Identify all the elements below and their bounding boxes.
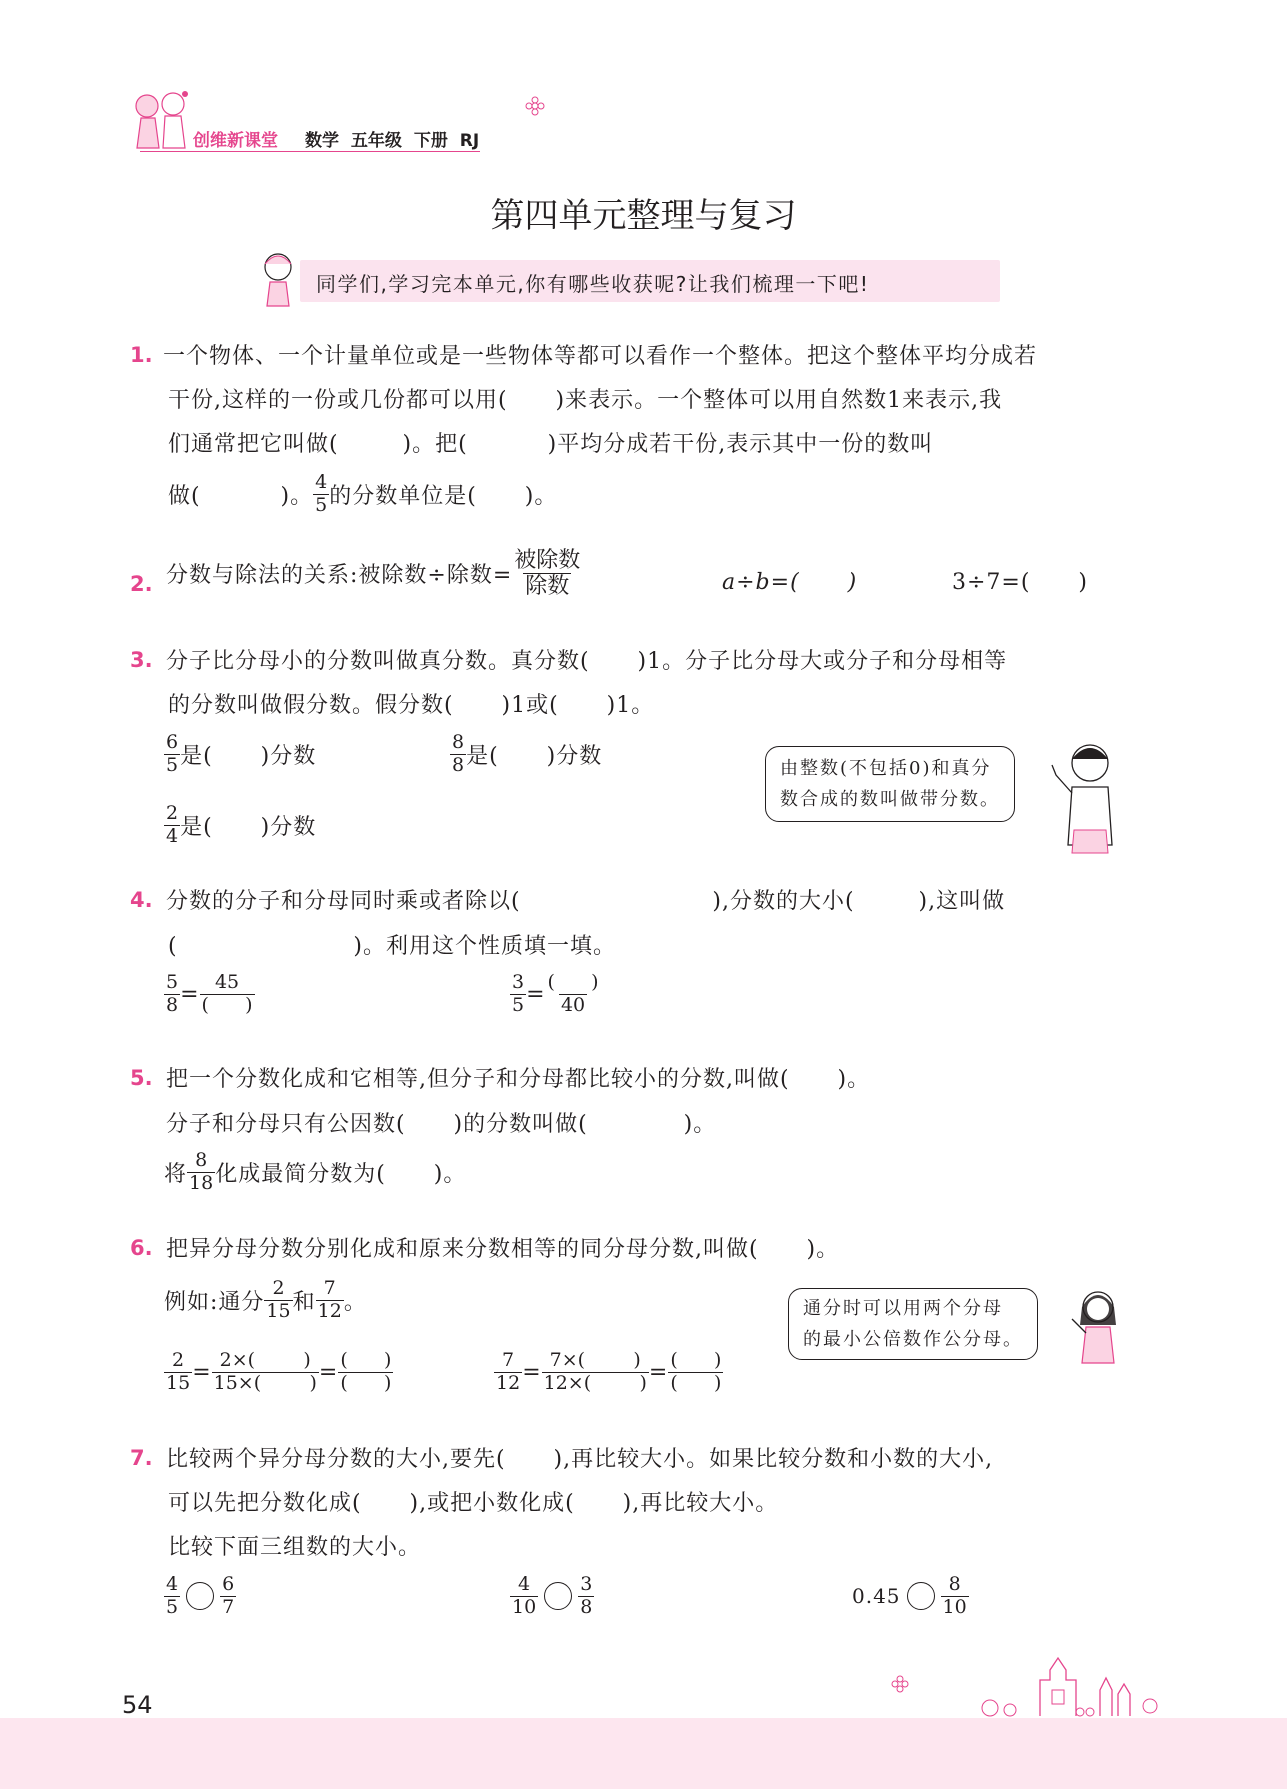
page-title: 第四单元整理与复习 <box>490 196 797 236</box>
q3-line-2: 的分数叫做假分数。假分数( )1或( )1。 <box>168 693 655 718</box>
q6-calculation-2 <box>494 1350 723 1395</box>
fraction <box>510 1574 538 1619</box>
denominator: 4 <box>166 824 179 847</box>
q3-item-3 <box>164 803 316 848</box>
q6-line-1: 把异分母分数分别化成和原来分数相等的同分母分数,叫做( )。 <box>166 1237 840 1262</box>
numerator: ( ) <box>340 1349 392 1371</box>
denominator: 10 <box>942 1595 967 1618</box>
q1-line-2: 干份,这样的一份或几份都可以用( )来表示。一个整体可以用自然数1来表示,我 <box>168 388 1003 413</box>
comparison-circle[interactable] <box>544 1582 572 1610</box>
footer-band <box>0 1718 1287 1789</box>
q6-example <box>164 1278 367 1323</box>
q1-line-1: 一个物体、一个计量单位或是一些物体等都可以看作一个整体。把这个整体平均分成若 <box>163 344 1038 369</box>
denominator: 40 <box>560 993 586 1016</box>
numerator: 2×( ) <box>219 1349 311 1371</box>
q6-calculation-1 <box>164 1350 393 1395</box>
fraction <box>164 732 180 777</box>
question-number-4: 4. <box>130 888 153 912</box>
denominator: 10 <box>512 1595 537 1618</box>
numerator: 4 <box>166 1573 179 1595</box>
q2-text: 分数与除法的关系:被除数÷除数= <box>166 563 513 589</box>
numerator: 被除数 <box>514 548 581 573</box>
flower-icon <box>890 1674 910 1694</box>
numerator: 8 <box>948 1573 961 1595</box>
numerator: 6 <box>166 731 179 753</box>
page-number: 54 <box>122 1691 153 1719</box>
numerator: 5 <box>166 971 179 993</box>
fraction <box>264 1278 292 1323</box>
q7-comparison-2 <box>510 1574 594 1619</box>
q1-line-4 <box>168 472 557 517</box>
fraction <box>941 1574 969 1619</box>
numerator: 2 <box>166 802 179 824</box>
fraction <box>313 472 329 517</box>
equals-sign: = <box>526 981 546 1007</box>
q1-line-4b: 的分数单位是( )。 <box>329 483 558 509</box>
numerator: 45 <box>214 971 240 993</box>
fraction <box>212 1350 319 1395</box>
equals-sign: = <box>648 1359 669 1385</box>
q3-item-text: 是( )分数 <box>466 743 603 769</box>
q1-line-3: 们通常把它叫做( )。把( )平均分成若干份,表示其中一份的数叫 <box>168 432 934 457</box>
numerator: 4 <box>315 471 328 493</box>
question-number-5: 5. <box>130 1066 153 1090</box>
fraction <box>450 732 466 777</box>
q7-comparison-3 <box>852 1574 969 1619</box>
denominator: 5 <box>166 1595 179 1618</box>
q3-line-1: 分子比分母小的分数叫做真分数。真分数( )1。分子比分母大或分子和分母相等 <box>166 649 1008 674</box>
denominator: 15 <box>166 1371 191 1394</box>
q7-comparison-1 <box>164 1574 236 1619</box>
speech-bubble-common-denominator: 通分时可以用两个分母 的最小公倍数作公分母。 <box>788 1288 1038 1360</box>
denominator: 5 <box>512 993 525 1016</box>
fraction <box>316 1278 344 1323</box>
fraction <box>187 1150 215 1195</box>
numerator: 6 <box>222 1573 235 1595</box>
fraction <box>668 1350 723 1395</box>
q5-line-3b: 化成最简分数为( )。 <box>215 1161 467 1187</box>
fraction <box>200 972 255 1017</box>
q5-line-1: 把一个分数化成和它相等,但分子和分母都比较小的分数,叫做( )。 <box>166 1067 871 1092</box>
fraction <box>164 803 180 848</box>
q3-item-1 <box>164 732 316 777</box>
header-divider <box>140 151 480 152</box>
denominator: 15 <box>266 1299 291 1322</box>
fraction <box>494 1350 522 1395</box>
q7-line-2: 可以先把分数化成( ),或把小数化成( ),再比较大小。 <box>168 1491 779 1516</box>
comparison-circle[interactable] <box>186 1582 214 1610</box>
equals-sign: = <box>522 1359 542 1385</box>
denominator: 5 <box>166 753 179 776</box>
q5-line-3a: 将 <box>164 1161 188 1187</box>
girl-illustration <box>255 250 301 308</box>
denominator: 15×( ) <box>213 1371 317 1394</box>
numerator: 7×( ) <box>549 1349 641 1371</box>
denominator: 12 <box>496 1371 521 1394</box>
numerator: 4 <box>518 1573 531 1595</box>
comparison-circle[interactable] <box>907 1582 935 1610</box>
denominator: 8 <box>452 753 465 776</box>
q2-line <box>166 548 582 600</box>
fraction <box>510 972 526 1017</box>
q5-line-3 <box>164 1150 466 1195</box>
header-children-illustration <box>125 88 195 152</box>
fraction <box>220 1574 236 1619</box>
numerator: 3 <box>512 971 525 993</box>
question-number-7: 7. <box>130 1446 153 1470</box>
q3-item-text: 是( )分数 <box>180 814 317 840</box>
q5-line-2: 分子和分母只有公因数( )的分数叫做( )。 <box>166 1112 717 1137</box>
q1-line-4a: 做( )。 <box>168 483 314 509</box>
denominator: 除数 <box>525 574 570 600</box>
q6-and: 和 <box>292 1289 316 1315</box>
q4-line-1: 分数的分子和分母同时乘或者除以( ),分数的大小( ),这叫做 <box>166 889 1006 914</box>
q6-end: 。 <box>343 1289 367 1315</box>
denominator: 8 <box>166 993 179 1016</box>
numerator: 2 <box>172 1349 185 1371</box>
flower-icon <box>525 96 545 116</box>
denominator: 5 <box>315 493 328 516</box>
q3-item-2 <box>450 732 602 777</box>
girl-teacher-illustration <box>1060 1285 1130 1365</box>
denominator: 18 <box>189 1171 214 1194</box>
numerator: ( ) <box>547 971 599 993</box>
q6-example-label: 例如:通分 <box>164 1289 265 1315</box>
fraction <box>578 1574 594 1619</box>
subject-label: 数学 五年级 下册 RJ <box>305 131 480 151</box>
q2-expression-ab: a÷b=( ) <box>722 570 858 595</box>
numerator: 8 <box>195 1149 208 1171</box>
castle-illustration <box>950 1650 1170 1718</box>
fraction <box>546 972 601 1017</box>
question-number-3: 3. <box>130 648 153 672</box>
question-number-2: 2. <box>130 572 153 596</box>
fraction <box>164 972 180 1017</box>
denominator: ( ) <box>340 1371 392 1394</box>
fraction <box>164 1350 192 1395</box>
equals-sign: = <box>192 1359 212 1385</box>
denominator: 7 <box>222 1595 235 1618</box>
brand-name: 创维新课堂 <box>193 131 278 151</box>
q7-line-3: 比较下面三组数的大小。 <box>168 1535 422 1560</box>
equals-sign: = <box>180 981 200 1007</box>
numerator: 8 <box>452 731 465 753</box>
denominator: ( ) <box>201 993 253 1016</box>
teacher-illustration <box>1040 735 1130 855</box>
decimal-value: 0.45 <box>852 1584 901 1609</box>
equals-sign: = <box>318 1359 339 1385</box>
numerator: 7 <box>323 1277 336 1299</box>
q4-equation-2 <box>510 972 601 1017</box>
denominator: 8 <box>580 1595 593 1618</box>
q7-line-1: 比较两个异分母分数的大小,要先( ),再比较大小。如果比较分数和小数的大小, <box>166 1447 994 1472</box>
q2-expression-3-7: 3÷7=( ) <box>952 570 1088 595</box>
numerator: ( ) <box>670 1349 722 1371</box>
fraction <box>164 1574 180 1619</box>
numerator: 2 <box>272 1277 285 1299</box>
denominator: 12×( ) <box>543 1371 647 1394</box>
q4-equation-1 <box>164 972 255 1017</box>
fraction <box>542 1350 649 1395</box>
numerator: 7 <box>502 1349 515 1371</box>
question-number-1: 1. <box>130 343 153 367</box>
q4-line-2: ( )。利用这个性质填一填。 <box>168 934 617 959</box>
q3-item-text: 是( )分数 <box>180 743 317 769</box>
denominator: 12 <box>317 1299 342 1322</box>
question-number-6: 6. <box>130 1236 153 1260</box>
intro-text: 同学们,学习完本单元,你有哪些收获呢?让我们梳理一下吧! <box>316 272 870 296</box>
numerator: 3 <box>580 1573 593 1595</box>
fraction <box>512 548 582 600</box>
speech-bubble-mixed-number: 由整数(不包括0)和真分 数合成的数叫做带分数。 <box>765 746 1015 822</box>
denominator: ( ) <box>670 1371 722 1394</box>
fraction <box>338 1350 393 1395</box>
